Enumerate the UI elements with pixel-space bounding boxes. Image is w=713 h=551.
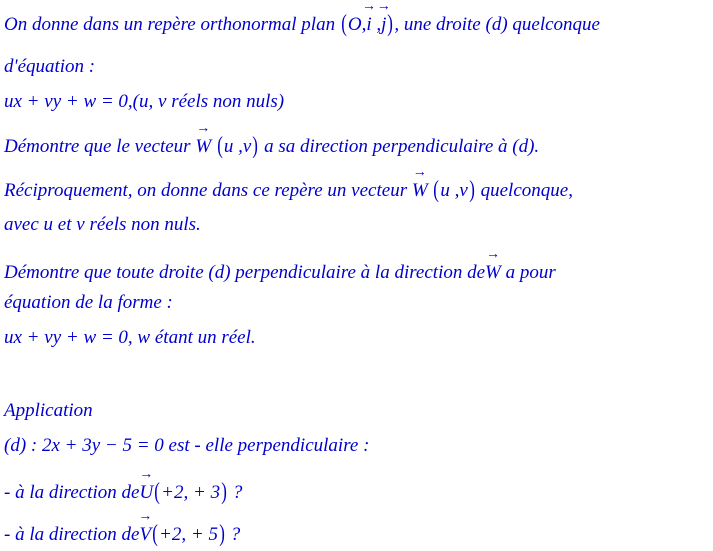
- vector-args: +2, + 3: [161, 482, 221, 503]
- intro-text: On donne dans un repère orthonormal plan: [4, 14, 340, 35]
- text: - à la direction de: [4, 524, 140, 545]
- line-equation: ux + vy + w = 0,(u, v réels non nuls): [4, 91, 285, 112]
- open-paren: (: [433, 177, 440, 203]
- text: ?: [228, 482, 243, 503]
- line-form: équation de la forme :: [4, 292, 173, 313]
- comma: ,: [361, 14, 367, 35]
- vector-u: → U: [139, 476, 153, 506]
- comma: ,: [371, 14, 382, 35]
- open-paren: (: [154, 479, 160, 505]
- line-equation-2: ux + vy + w = 0, w étant un réel.: [4, 327, 256, 348]
- line-demonstrate-1: [4, 130, 539, 160]
- close-paren: ): [221, 479, 227, 505]
- line-demonstrate-2: [4, 256, 556, 286]
- open-paren: (: [341, 11, 347, 37]
- vector-v: → V: [139, 518, 151, 548]
- text: quelconque,: [475, 180, 573, 201]
- vector-w: → W: [195, 130, 211, 160]
- text: ?: [225, 524, 241, 545]
- vector-w: → W: [412, 174, 428, 204]
- close-paren: ): [252, 133, 259, 159]
- text: Démontre que toute droite (d) perpendiculaire à la direction de: [4, 262, 486, 283]
- vector-args: +2, + 5: [159, 524, 218, 545]
- open-paren: (: [152, 521, 158, 547]
- vector-i: → i: [366, 8, 371, 38]
- vector-w: → W: [485, 256, 501, 286]
- line-application-equation: (d) : 2x + 3y − 5 = 0 est - elle perpendiculaire :: [4, 435, 370, 456]
- close-paren: ): [387, 11, 394, 37]
- vector-args: u ,v: [440, 180, 468, 201]
- text: a pour: [500, 262, 556, 283]
- close-paren: ): [219, 521, 225, 547]
- line-nonzero: avec u et v réels non nuls.: [4, 214, 201, 235]
- close-paren: ): [469, 177, 475, 203]
- line-question-v: [4, 518, 240, 548]
- line-reciprocal: [4, 174, 573, 204]
- text: - à la direction de: [4, 482, 140, 503]
- vector-j: → j: [381, 8, 386, 38]
- section-heading-application: Application: [4, 400, 93, 421]
- line-equation-label: d'équation :: [4, 56, 96, 77]
- text: a sa direction perpendiculaire à (d).: [259, 136, 540, 157]
- intro-text-end: , une droite (d) quelconque: [394, 14, 600, 35]
- vector-args: u ,v: [223, 136, 252, 157]
- text: Démontre que le vecteur: [4, 136, 196, 157]
- line-intro: [4, 8, 600, 38]
- text: Réciproquement, on donne dans ce repère un vecteur: [4, 180, 412, 201]
- open-paren: (: [217, 133, 223, 159]
- origin-o: O: [347, 14, 362, 35]
- line-question-u: [4, 476, 242, 506]
